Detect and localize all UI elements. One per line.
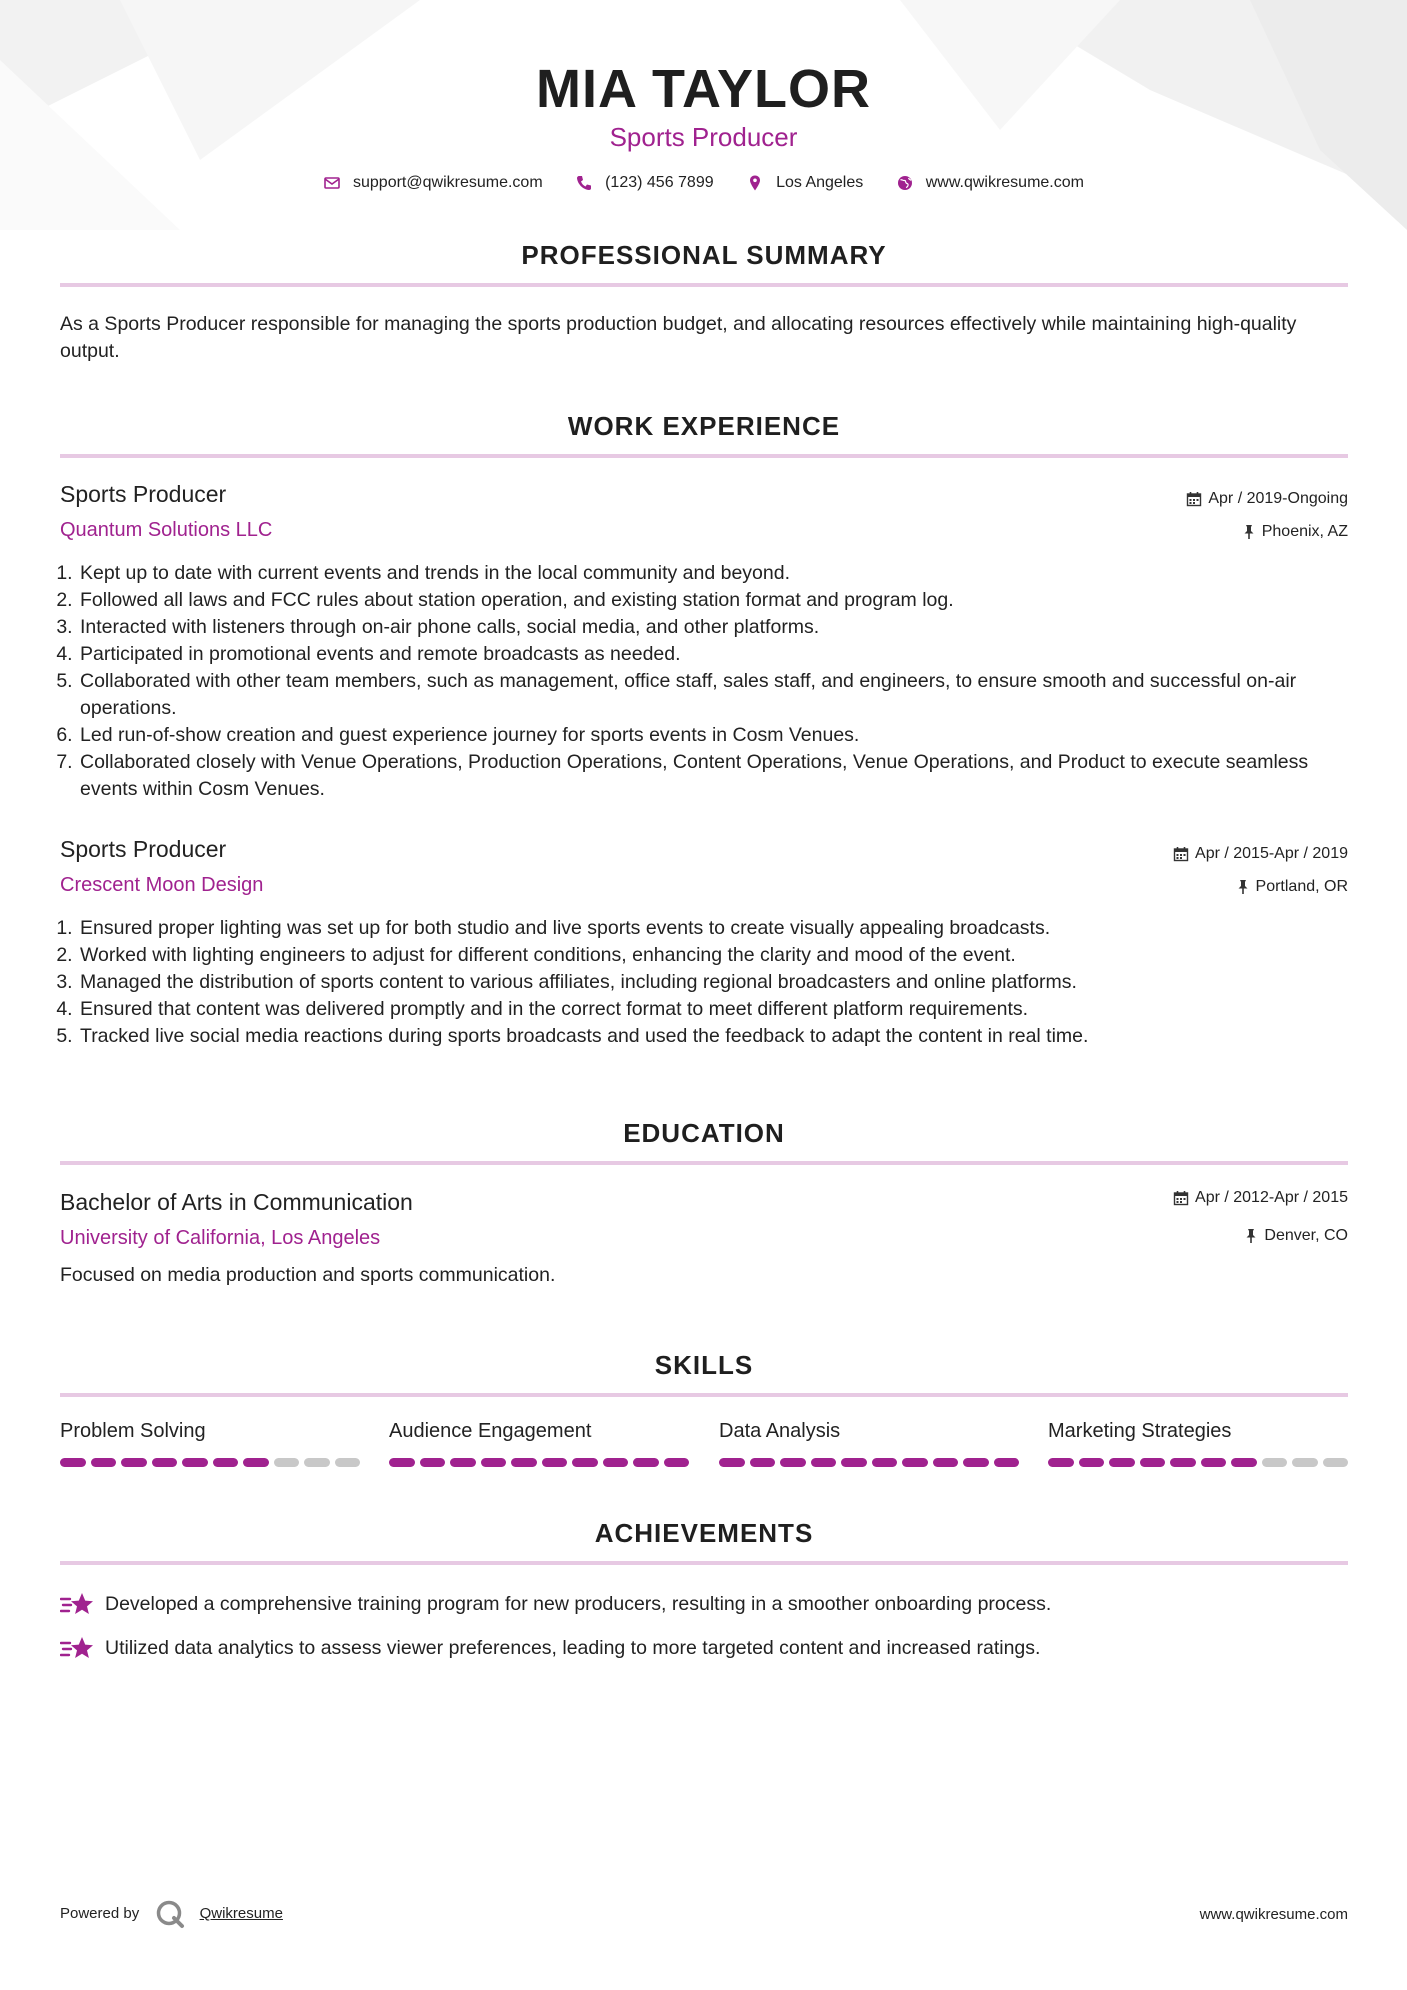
job-2-bullet: 2. Worked with lighting engineers to adjust for different conditions, enhancing the clarity and mood of the event. (78, 942, 1366, 969)
job-2-bullet: 4. Ensured that content was delivered promptly and in the correct format to meet different platform requirements. (78, 996, 1366, 1023)
education-description: Focused on media production and sports communication. (60, 1264, 556, 1286)
skill-segment-filled (152, 1458, 178, 1467)
job-1-dates-text: Apr / 2019-Ongoing (1208, 490, 1348, 507)
skill-segment-filled (511, 1458, 537, 1467)
skill-level-bar (60, 1458, 360, 1468)
skill-segment-filled (1140, 1458, 1166, 1467)
qwikresume-link[interactable]: Qwikresume (199, 1904, 283, 1922)
job-2-bullet: 3. Managed the distribution of sports content to various affiliates, including regional broadcasters and online platforms. (78, 969, 1366, 996)
skill-level-bar (1048, 1458, 1348, 1468)
job-1-location-text: Phoenix, AZ (1261, 523, 1348, 540)
achievements-heading: ACHIEVEMENTS (594, 1518, 814, 1548)
skill-segment-filled (811, 1458, 837, 1467)
skill-segment-filled (872, 1458, 898, 1467)
achievement-item (60, 1591, 1348, 1621)
skill-level-bar (719, 1458, 1019, 1468)
education-location-text: Denver, CO (1264, 1227, 1348, 1244)
skill-segment-filled (91, 1458, 117, 1467)
job-1-company: Quantum Solutions LLC (60, 519, 273, 541)
skill-segment-filled (633, 1458, 659, 1467)
pushpin-icon (1244, 1228, 1258, 1244)
contact-location-text: Los Angeles (776, 174, 864, 192)
skill-item (60, 1420, 360, 1468)
skill-name: Audience Engagement (389, 1420, 592, 1442)
skill-level-bar (389, 1458, 689, 1468)
skill-segment-filled (121, 1458, 147, 1467)
achievements-divider (60, 1561, 1348, 1565)
skill-segment-filled (1231, 1458, 1257, 1467)
education-dates-text: Apr / 2012-Apr / 2015 (1195, 1189, 1348, 1206)
skill-segment-filled (1109, 1458, 1135, 1467)
calendar-icon (1186, 491, 1202, 507)
job-1-bullet: 3. Interacted with listeners through on-air phone calls, social media, and other platforms. (78, 614, 1366, 641)
skill-segment-filled (572, 1458, 598, 1467)
skill-segment-filled (902, 1458, 928, 1467)
achievement-text: Developed a comprehensive training program for new producers, resulting in a smoother onboarding process. (105, 1593, 1052, 1615)
skill-segment-filled (420, 1458, 446, 1467)
contact-website[interactable] (896, 174, 1084, 192)
contact-email-text: support@qwikresume.com (353, 174, 543, 192)
skill-segment-filled (780, 1458, 806, 1467)
skill-name: Problem Solving (60, 1420, 206, 1442)
skill-segment-filled (481, 1458, 507, 1467)
powered-by-label: Powered by (60, 1904, 140, 1922)
skill-segment-filled (750, 1458, 776, 1467)
skill-segment-filled (841, 1458, 867, 1467)
contact-website-text: www.qwikresume.com (925, 174, 1084, 192)
phone-icon (575, 174, 593, 192)
pushpin-icon (1236, 879, 1250, 895)
calendar-icon (1173, 1190, 1189, 1206)
contact-location (746, 174, 863, 192)
skill-segment-filled (933, 1458, 959, 1467)
skill-item (389, 1420, 689, 1468)
job-2-dates-text: Apr / 2015-Apr / 2019 (1195, 845, 1348, 862)
qwikresume-logo-icon (155, 1899, 185, 1929)
job-1-dates (1186, 490, 1348, 508)
skill-segment-filled (542, 1458, 568, 1467)
skill-segment-filled (1048, 1458, 1074, 1467)
skill-segment-filled (719, 1458, 745, 1467)
skill-item (719, 1420, 1019, 1468)
calendar-icon (1173, 846, 1189, 862)
candidate-name: MIA TAYLOR (535, 59, 871, 119)
job-1-bullet: 4. Participated in promotional events and remote broadcasts as needed. (78, 641, 1366, 668)
education-degree: Bachelor of Arts in Communication (60, 1189, 413, 1215)
job-1-bullet: 7. Collaborated closely with Venue Operations, Production Operations, Content Operations, Venue Operations, and Product to execute seamless events within Cosm Venues. (78, 749, 1366, 803)
skill-segment-filled (963, 1458, 989, 1467)
job-2-bullets (60, 915, 1366, 1050)
skill-segment-filled (60, 1458, 86, 1467)
job-2-title: Sports Producer (60, 836, 227, 862)
skill-segment-filled (664, 1458, 690, 1467)
skill-name: Data Analysis (719, 1420, 841, 1442)
skill-segment-filled (603, 1458, 629, 1467)
education-school: University of California, Los Angeles (60, 1227, 381, 1249)
skill-segment-filled (994, 1458, 1020, 1467)
job-1-title: Sports Producer (60, 481, 227, 507)
achievement-item (60, 1635, 1348, 1665)
job-2-bullet: 5. Tracked live social media reactions during sports broadcasts and used the feedback to adapt the content in real time. (78, 1023, 1366, 1050)
education-divider (60, 1161, 1348, 1165)
job-2-dates (1173, 845, 1348, 863)
skill-segment-empty (304, 1458, 330, 1467)
skill-name: Marketing Strategies (1048, 1420, 1232, 1442)
envelope-icon (323, 174, 341, 192)
skill-segment-filled (389, 1458, 415, 1467)
contact-phone-text: (123) 456 7899 (605, 174, 714, 192)
pushpin-icon (1242, 524, 1256, 540)
job-1-bullets (60, 560, 1366, 803)
education-location (1244, 1227, 1348, 1245)
education-dates (1173, 1189, 1348, 1207)
job-1-bullet: 5. Collaborated with other team members, such as management, office staff, sales staff, and engineers, to ensure smooth and successful on-air operations. (78, 668, 1366, 722)
footer-powered-by (60, 1899, 283, 1929)
skill-segment-filled (182, 1458, 208, 1467)
contact-phone[interactable] (575, 174, 714, 192)
summary-heading: PROFESSIONAL SUMMARY (521, 240, 887, 270)
skill-segment-filled (243, 1458, 269, 1467)
skills-divider (60, 1393, 1348, 1397)
contact-email[interactable] (323, 174, 543, 192)
summary-text: As a Sports Producer responsible for managing the sports production budget, and allocating resources effectively while maintaining high-quality output. (60, 313, 1297, 362)
skill-segment-filled (450, 1458, 476, 1467)
job-1-bullet: 2. Followed all laws and FCC rules about station operation, and existing station format and program log. (78, 587, 1366, 614)
job-2-location-text: Portland, OR (1255, 878, 1348, 895)
job-1-bullet: 1. Kept up to date with current events and trends in the local community and beyond. (78, 560, 1366, 587)
contact-bar (0, 174, 1407, 192)
education-heading: EDUCATION (623, 1118, 785, 1148)
job-2-location (1236, 878, 1348, 896)
skill-segment-filled (1079, 1458, 1105, 1467)
summary-divider (60, 283, 1348, 287)
skill-segment-empty (274, 1458, 300, 1467)
skill-segment-filled (213, 1458, 239, 1467)
footer-website[interactable]: www.qwikresume.com (1199, 1906, 1348, 1923)
job-1-location (1242, 523, 1348, 541)
map-marker-icon (746, 174, 764, 192)
job-2-company: Crescent Moon Design (60, 874, 264, 896)
skills-heading: SKILLS (654, 1350, 754, 1380)
globe-icon (896, 174, 914, 192)
experience-heading: WORK EXPERIENCE (567, 411, 841, 441)
skill-segment-empty (335, 1458, 361, 1467)
achievement-text: Utilized data analytics to assess viewer preferences, leading to more targeted content and increased ratings. (105, 1637, 1041, 1659)
job-1-bullet: 6. Led run-of-show creation and guest experience journey for sports events in Cosm Venues. (78, 722, 1366, 749)
skill-segment-empty (1323, 1458, 1349, 1467)
skill-segment-filled (1201, 1458, 1227, 1467)
shooting-star-icon (60, 1635, 94, 1663)
shooting-star-icon (60, 1591, 94, 1619)
skill-segment-filled (1170, 1458, 1196, 1467)
skill-item (1048, 1420, 1348, 1468)
candidate-title: Sports Producer (609, 122, 798, 152)
job-2-bullet: 1. Ensured proper lighting was set up for both studio and live sports events to create visually appealing broadcasts. (78, 915, 1366, 942)
skill-segment-empty (1262, 1458, 1288, 1467)
skill-segment-empty (1292, 1458, 1318, 1467)
experience-divider (60, 454, 1348, 458)
